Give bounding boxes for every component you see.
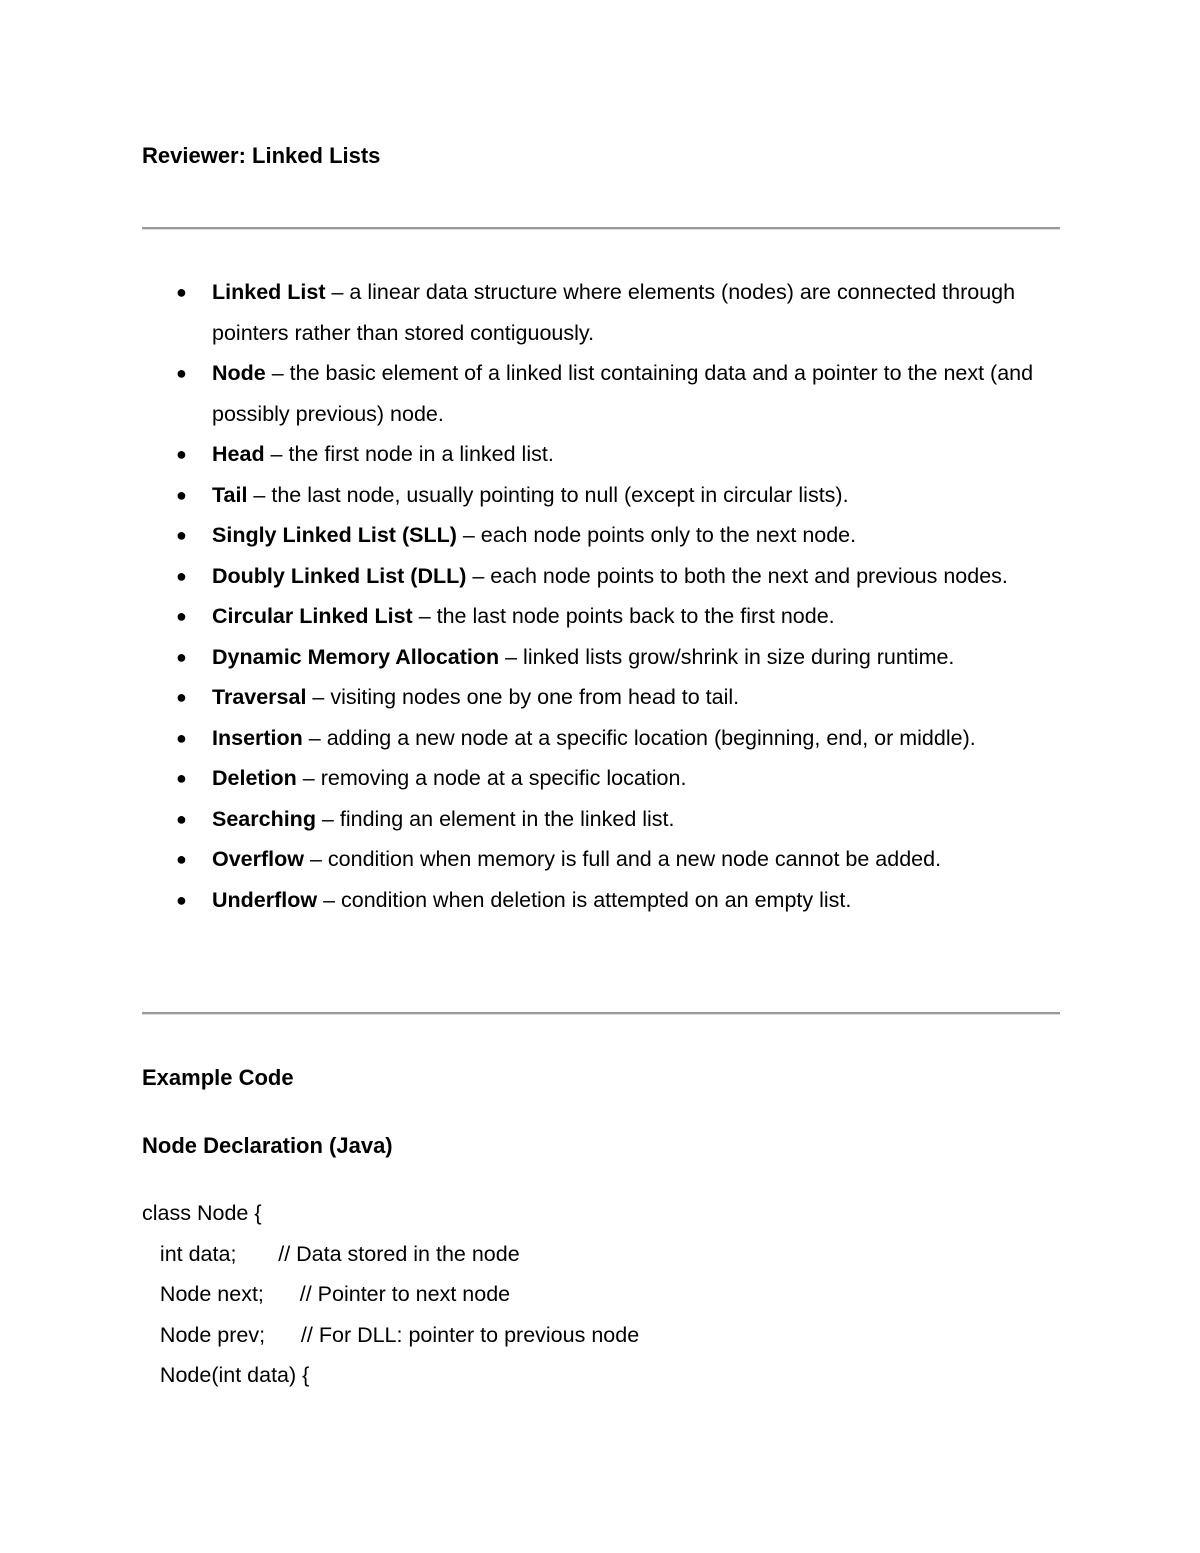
horizontal-divider (142, 1012, 1060, 1015)
subsection-heading: Node Declaration (Java) (142, 1133, 393, 1158)
term-name: Overflow (212, 847, 304, 871)
term-definition: – linked lists grow/shrink in size during runtime. (499, 644, 955, 669)
term-name: Traversal (212, 685, 307, 709)
term-definition: – condition when memory is full and a new node cannot be added. (304, 847, 942, 871)
term-definition: – each node points to both the next and previous nodes. (466, 563, 1008, 588)
bullet-icon: ● (176, 768, 187, 788)
bullet-icon: ● (176, 444, 187, 464)
list-item (142, 677, 1072, 718)
term-definition: – the last node, usually pointing to null (except in circular lists). (247, 482, 849, 507)
term-definition: – the first node in a linked list. (264, 442, 554, 466)
term-definition: – each node points only to the next node. (456, 523, 857, 547)
list-item (142, 718, 1072, 759)
list-item (142, 515, 1072, 556)
document-title: Reviewer: Linked Lists (142, 143, 381, 168)
term-name: Searching (212, 806, 316, 831)
term-name: Linked List (212, 280, 326, 304)
bullet-icon: ● (176, 889, 187, 910)
list-item (142, 353, 1072, 434)
bullet-icon: ● (176, 282, 187, 302)
term-definition: – the basic element of a linked list containing data and a pointer to the next (and possibly previous) node. (212, 361, 1034, 426)
term-definition: – the last node points back to the first node. (412, 604, 835, 628)
term-definition: – a linear data structure where elements (nodes) are connected through pointers rather than stored contiguously. (212, 280, 1016, 345)
list-item (142, 637, 1072, 678)
term-name: Node (212, 361, 266, 385)
term-name: Circular Linked List (212, 604, 413, 628)
bullet-icon: ● (176, 363, 187, 383)
term-definition: – adding a new node at a specific location (beginning, end, or middle). (302, 725, 976, 750)
list-item (142, 758, 1072, 799)
term-name: Underflow (212, 887, 318, 912)
horizontal-divider (142, 227, 1060, 230)
list-item (142, 434, 1072, 475)
list-item (142, 475, 1072, 516)
code-line: Node next; // Pointer to next node (142, 1282, 511, 1306)
glossary-list (142, 272, 1072, 920)
section-heading: Example Code (142, 1065, 294, 1090)
term-name: Dynamic Memory Allocation (212, 644, 500, 669)
term-name: Deletion (212, 766, 297, 790)
term-definition: – condition when deletion is attempted on an empty list. (317, 887, 852, 912)
bullet-icon: ● (176, 687, 187, 707)
list-item (142, 272, 1072, 353)
list-item (142, 799, 1072, 840)
bullet-icon: ● (176, 525, 187, 545)
term-name: Singly Linked List (SLL) (212, 523, 457, 547)
bullet-icon: ● (176, 484, 187, 505)
bullet-icon: ● (176, 565, 187, 586)
bullet-icon: ● (176, 646, 187, 667)
term-name: Tail (212, 482, 248, 507)
bullet-icon: ● (176, 808, 187, 829)
term-name: Head (212, 442, 265, 466)
code-line: Node prev; // For DLL: pointer to previous node (142, 1322, 640, 1347)
code-line: class Node { (142, 1201, 262, 1225)
term-name: Insertion (212, 725, 303, 750)
term-definition: – removing a node at a specific location. (296, 766, 687, 790)
code-block (142, 1193, 639, 1396)
list-item (142, 556, 1072, 597)
bullet-icon: ● (176, 849, 187, 869)
list-item (142, 596, 1072, 637)
code-line: Node(int data) { (142, 1363, 310, 1387)
term-name: Doubly Linked List (DLL) (212, 563, 467, 588)
bullet-icon: ● (176, 606, 187, 626)
bullet-icon: ● (176, 727, 187, 748)
code-line: int data; // Data stored in the node (142, 1241, 520, 1266)
term-definition: – finding an element in the linked list. (315, 806, 675, 831)
list-item (142, 880, 1072, 921)
term-definition: – visiting nodes one by one from head to tail. (306, 685, 740, 709)
list-item (142, 839, 1072, 880)
